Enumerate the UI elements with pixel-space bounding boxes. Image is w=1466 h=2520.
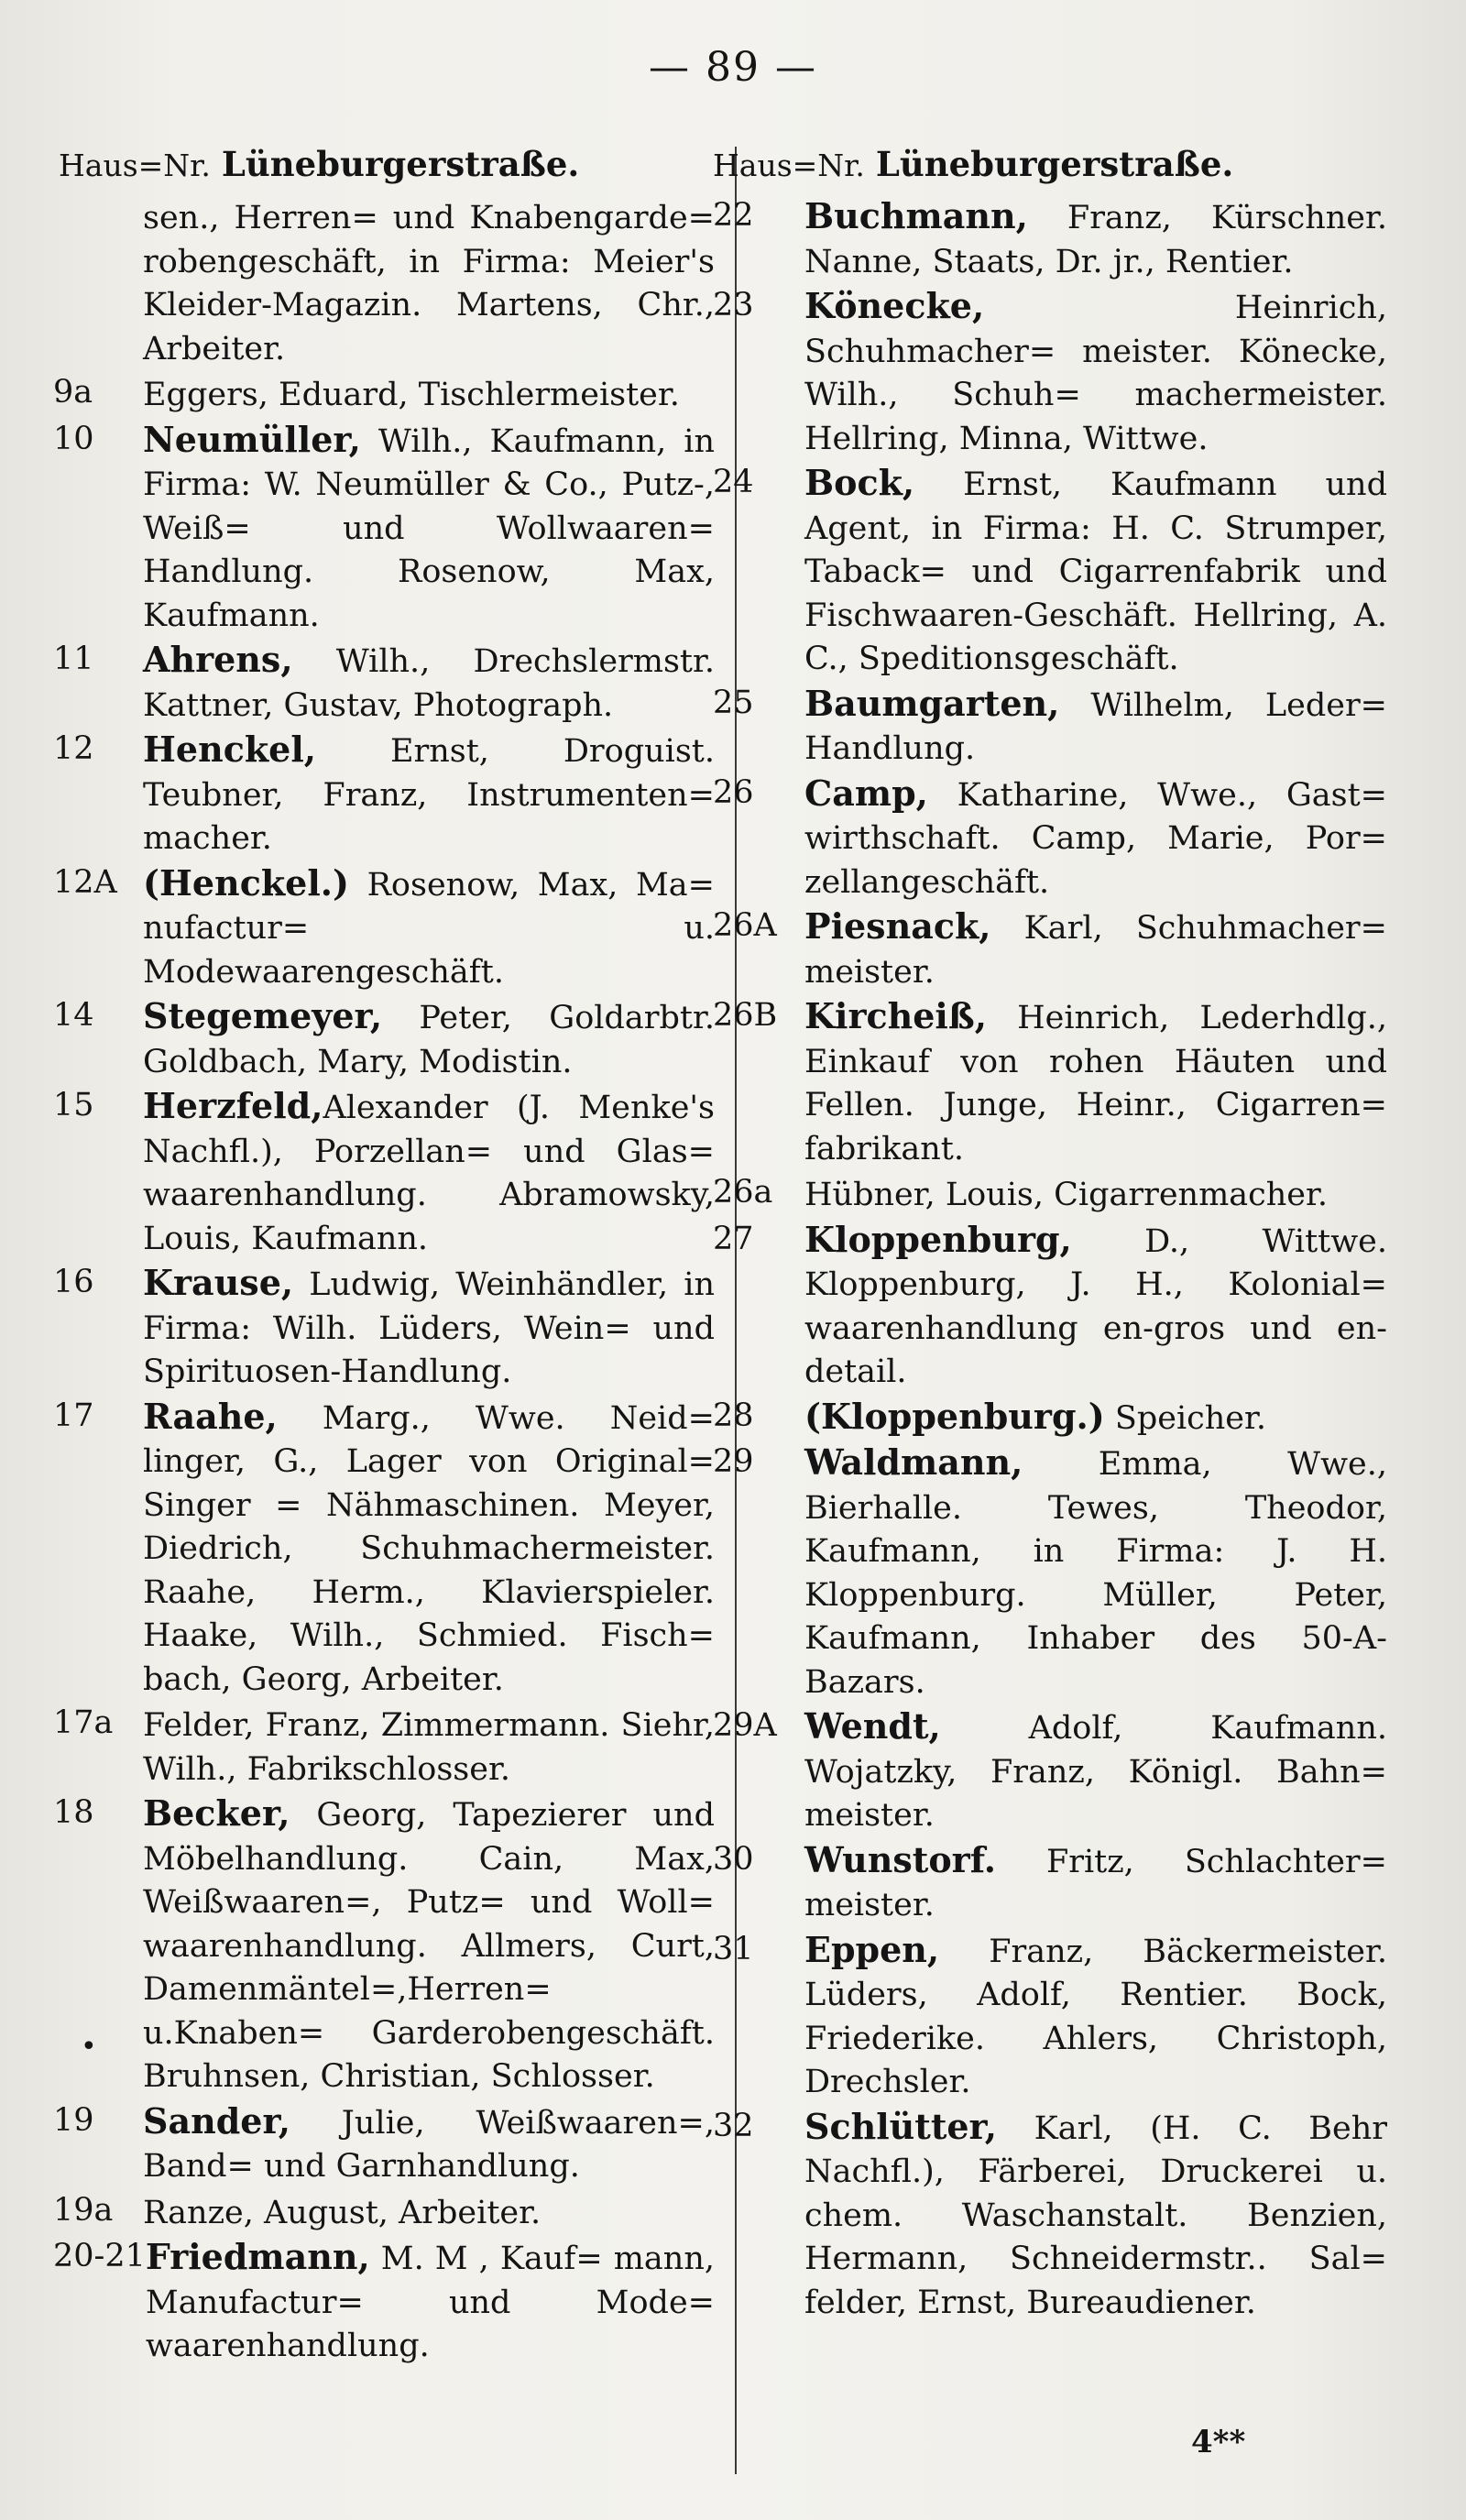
entry-text xyxy=(143,638,715,728)
entry-details: Speicher. xyxy=(1104,1399,1267,1437)
house-number: 22 xyxy=(713,197,754,234)
house-number: 14 xyxy=(53,997,94,1034)
resident-name: Kircheiß, xyxy=(804,995,987,1036)
entry-details: Eggers, Eduard, Tischlermeister. xyxy=(143,377,680,413)
house-number: 24 xyxy=(713,464,754,500)
entry-details: Peter, Goldarbtr. Goldbach, Mary, Modistin. xyxy=(143,1000,715,1080)
house-number: 29 xyxy=(713,1443,754,1480)
entry-text xyxy=(143,371,715,418)
entry-text xyxy=(143,194,715,371)
entry-details: Karl, (H. C. Behr Nachfl.), Färberei, Druckerei u. chem. Waschanstalt. Benzien, Hermann, Schneidermstr.. Sal= felder, Ernst, Bureaudiener. xyxy=(804,2109,1387,2321)
house-number: 25 xyxy=(713,684,754,721)
house-number: 28 xyxy=(713,1397,754,1434)
entry-details: Katharine, Wwe., Gast= wirthschaft. Camp, Marie, Por= zellangeschäft. xyxy=(804,776,1387,901)
entry-details: Emma, Wwe., Bierhalle. Tewes, Theodor, Kaufmann, in Firma: J. H. Kloppenburg. Müller, Peter, Kaufmann, Inhaber des 50-A- Bazars. xyxy=(804,1446,1387,1701)
right-entries xyxy=(713,194,1387,2325)
entry-details: Ernst, Droguist. Teubner, Franz, Instrumenten= macher. xyxy=(143,733,715,857)
house-number: 11 xyxy=(53,641,94,677)
directory-entry xyxy=(53,371,715,418)
house-number: 10 xyxy=(53,420,94,457)
resident-name: Ahrens, xyxy=(143,639,293,680)
entry-details: Alexander (J. Menke's Nachfl.), Porzellan= und Glas= waarenhandlung. Abramowsky, Louis, Kaufmann. xyxy=(143,1090,715,1257)
resident-name: Buchmann, xyxy=(804,195,1028,236)
directory-entry xyxy=(53,1395,715,1703)
resident-name: Piesnack, xyxy=(804,905,991,947)
entry-details: Ludwig, Weinhändler, in Firma: Wilh. Lüders, Wein= und Spirituosen-Handlung. xyxy=(143,1266,715,1390)
entry-text xyxy=(143,1702,715,1791)
house-number: 26B xyxy=(713,997,778,1034)
entry-text xyxy=(143,418,715,639)
directory-entry xyxy=(713,1441,1387,1704)
entry-text xyxy=(804,461,1387,682)
house-number: 12 xyxy=(53,730,94,767)
entry-text xyxy=(804,994,1387,1171)
directory-entry xyxy=(713,1928,1387,2105)
entry-details: Franz, Bäckermeister. Lüders, Adolf, Rentier. Bock, Friederike. Ahlers, Christoph, Drechsler. xyxy=(804,1933,1387,2100)
directory-entry xyxy=(713,1218,1387,1395)
house-number: 9a xyxy=(53,374,93,411)
resident-name: Wunstorf. xyxy=(804,1838,996,1880)
entry-details: Rosenow, Max, Ma= nufactur= u. Modewaarengeschäft. xyxy=(143,866,715,991)
directory-entry xyxy=(713,1704,1387,1838)
resident-name: Wendt, xyxy=(804,1705,941,1747)
page-number: — 89 — xyxy=(649,44,817,91)
entry-details: D., Wittwe. Kloppenburg, J. H., Kolonial= waarenhandlung en-gros und en-detail. xyxy=(804,1222,1387,1390)
directory-entry xyxy=(713,194,1387,284)
directory-entry xyxy=(53,728,715,861)
street-name: Lüneburgerstraße. xyxy=(875,144,1234,184)
entry-text xyxy=(804,1441,1387,1704)
directory-entry xyxy=(713,1838,1387,1928)
directory-entry xyxy=(713,2105,1387,2326)
right-column-header xyxy=(713,139,1387,194)
resident-name: Neumüller, xyxy=(143,418,361,460)
entry-text xyxy=(804,1838,1387,1928)
entry-details: Adolf, Kaufmann. Wojatzky, Franz, Königl. Bahn= meister. xyxy=(804,1710,1387,1834)
entry-text xyxy=(804,1928,1387,2105)
entry-details: Wilhelm, Leder= Handlung. xyxy=(804,686,1387,767)
directory-entry xyxy=(53,1084,715,1261)
entry-text xyxy=(804,1704,1387,1838)
house-number: 26A xyxy=(713,907,777,944)
entry-text xyxy=(143,1261,715,1395)
house-number: 12A xyxy=(53,863,117,901)
resident-name: Henckel, xyxy=(143,729,317,770)
entry-details: Hübner, Louis, Cigarrenmacher. xyxy=(804,1177,1329,1213)
entry-details: Wilh., Drechslermstr. Kattner, Gustav, Photograph. xyxy=(143,643,715,724)
entry-text xyxy=(143,861,715,995)
resident-name: Schlütter, xyxy=(804,2105,998,2147)
house-number: 16 xyxy=(53,1264,94,1300)
directory-entry xyxy=(53,1261,715,1395)
entry-text xyxy=(143,994,715,1084)
entry-details: Heinrich, Lederhdlg., Einkauf von rohen Häuten und Fellen. Junge, Heinr., Cigarren= fabrikant. xyxy=(804,1000,1387,1167)
entry-details: Karl, Schuhmacher= meister. xyxy=(804,910,1387,991)
house-number: 19 xyxy=(53,2101,94,2139)
entry-details: Felder, Franz, Zimmermann. Siehr, Wilh., Fabrikschlosser. xyxy=(143,1707,715,1788)
directory-entry xyxy=(53,1791,715,2099)
left-entries xyxy=(53,194,715,2369)
resident-name: Krause, xyxy=(143,1262,294,1303)
house-number: 15 xyxy=(53,1087,94,1123)
entry-text xyxy=(804,1171,1387,1218)
entry-details: Wilh., Kaufmann, in Firma: W. Neumüller & Co., Putz-, Weiß= und Wollwaaren= Handlung. Rosenow, Max, Kaufmann. xyxy=(143,422,715,634)
resident-name: Becker, xyxy=(143,1792,290,1834)
directory-entry xyxy=(53,638,715,728)
entry-text xyxy=(804,1395,1387,1441)
entry-details: Marg., Wwe. Neid= linger, G., Lager von Original= Singer = Nähmaschinen. Meyer, Diedrich, Schuhmachermeister. Raahe, Herm., Klavierspieler. Haake, Wilh., Schmied. Fisch= bach, Georg, Arbeiter. xyxy=(143,1399,715,1698)
entry-details: Georg, Tapezierer und Möbelhandlung. Cain, Max, Weißwaaren=, Putz= und Woll= waarenhandlung. Allmers, Curt, Damenmäntel=,Herren= u.Knaben= Garderobengeschäft. Bruhnsen, Christian, Schlosser. xyxy=(143,1797,715,2095)
house-number: 26a xyxy=(713,1174,773,1211)
directory-entry xyxy=(713,904,1387,994)
resident-name: Stegemeyer, xyxy=(143,995,383,1036)
resident-name: Raahe, xyxy=(143,1395,278,1437)
directory-entry xyxy=(53,2189,715,2236)
entry-text xyxy=(804,1218,1387,1395)
entry-text xyxy=(143,2099,715,2189)
resident-name: Baumgarten, xyxy=(804,682,1060,724)
left-column-header xyxy=(53,139,715,194)
entry-text xyxy=(143,2189,715,2236)
entry-text xyxy=(804,682,1387,772)
entry-text xyxy=(143,728,715,861)
directory-entry xyxy=(713,682,1387,772)
entry-text xyxy=(804,772,1387,905)
directory-entry xyxy=(713,1395,1387,1441)
entry-text xyxy=(146,2235,715,2369)
directory-entry xyxy=(713,772,1387,905)
house-number: 18 xyxy=(53,1794,94,1831)
entry-details: M. M , Kauf= mann, Manufactur= und Mode= waarenhandlung. xyxy=(145,2241,715,2364)
resident-name: Waldmann, xyxy=(804,1441,1023,1483)
house-number: 17a xyxy=(53,1704,114,1741)
house-number: 20-21 xyxy=(53,2238,146,2274)
house-number: 17 xyxy=(53,1397,94,1434)
directory-entry xyxy=(53,2235,715,2369)
directory-entry xyxy=(713,284,1387,461)
entry-text xyxy=(804,904,1387,994)
house-number: 32 xyxy=(713,2107,754,2144)
entry-text xyxy=(804,2105,1387,2326)
resident-name: Sander, xyxy=(143,2099,290,2142)
signature-mark: 4** xyxy=(1191,2424,1246,2460)
house-number: 19a xyxy=(53,2191,114,2229)
resident-name: Friedmann, xyxy=(145,2236,370,2277)
house-number-label: Haus=Nr. xyxy=(713,148,865,183)
directory-entry xyxy=(713,461,1387,682)
house-number: 29A xyxy=(713,1707,777,1744)
directory-entry xyxy=(53,1702,715,1791)
house-number: 26 xyxy=(713,773,754,811)
resident-name: (Kloppenburg.) xyxy=(804,1395,1105,1437)
entry-text xyxy=(804,284,1387,461)
entry-text xyxy=(804,194,1387,284)
house-number: 23 xyxy=(713,287,754,323)
resident-name: Könecke, xyxy=(804,285,985,326)
entry-text xyxy=(143,1395,715,1703)
house-number: 31 xyxy=(713,1930,754,1967)
entry-details: Ernst, Kaufmann und Agent, in Firma: H. C. Strumper, Taback= und Cigarrenfabrik und Fischwaaren-Geschäft. Hellring, A. C., Speditionsgeschäft. xyxy=(804,466,1387,677)
resident-name: Bock, xyxy=(804,462,915,503)
right-column xyxy=(713,139,1387,2458)
entry-text xyxy=(143,1084,715,1261)
entry-details: Fritz, Schlachter= meister. xyxy=(804,1843,1387,1923)
directory-entry xyxy=(53,861,715,995)
resident-name: Eppen, xyxy=(804,1928,940,1970)
entry-details: Ranze, August, Arbeiter. xyxy=(143,2194,542,2231)
directory-entry xyxy=(713,994,1387,1171)
entry-details: Franz, Kürschner. Nanne, Staats, Dr. jr., Rentier. xyxy=(804,200,1387,280)
street-name: Lüneburgerstraße. xyxy=(221,144,580,184)
directory-entry xyxy=(53,194,715,371)
resident-name: Kloppenburg, xyxy=(804,1218,1072,1260)
resident-name: (Henckel.) xyxy=(143,861,349,904)
house-number: 27 xyxy=(713,1220,754,1257)
entry-details: sen., Herren= und Knabengarde= robengeschäft, in Firma: Meier's Kleider-Magazin. Martens, Chr., Arbeiter. xyxy=(143,200,715,367)
house-number: 30 xyxy=(713,1840,754,1878)
resident-name: Herzfeld, xyxy=(143,1085,323,1126)
bullet-mark: • xyxy=(81,2031,97,2063)
left-column xyxy=(53,139,715,2458)
directory-entry xyxy=(53,2099,715,2189)
directory-entry xyxy=(713,1171,1387,1218)
house-number-label: Haus=Nr. xyxy=(59,148,211,183)
directory-entry xyxy=(53,418,715,639)
resident-name: Camp, xyxy=(804,772,928,814)
directory-entry xyxy=(53,994,715,1084)
entry-text xyxy=(143,1791,715,2099)
entry-details: Julie, Weißwaaren=, Band= und Garnhandlung. xyxy=(143,2104,715,2185)
entry-details: Heinrich, Schuhmacher= meister. Könecke, Wilh., Schuh= machermeister. Hellring, Minna, Wittwe. xyxy=(804,290,1387,457)
